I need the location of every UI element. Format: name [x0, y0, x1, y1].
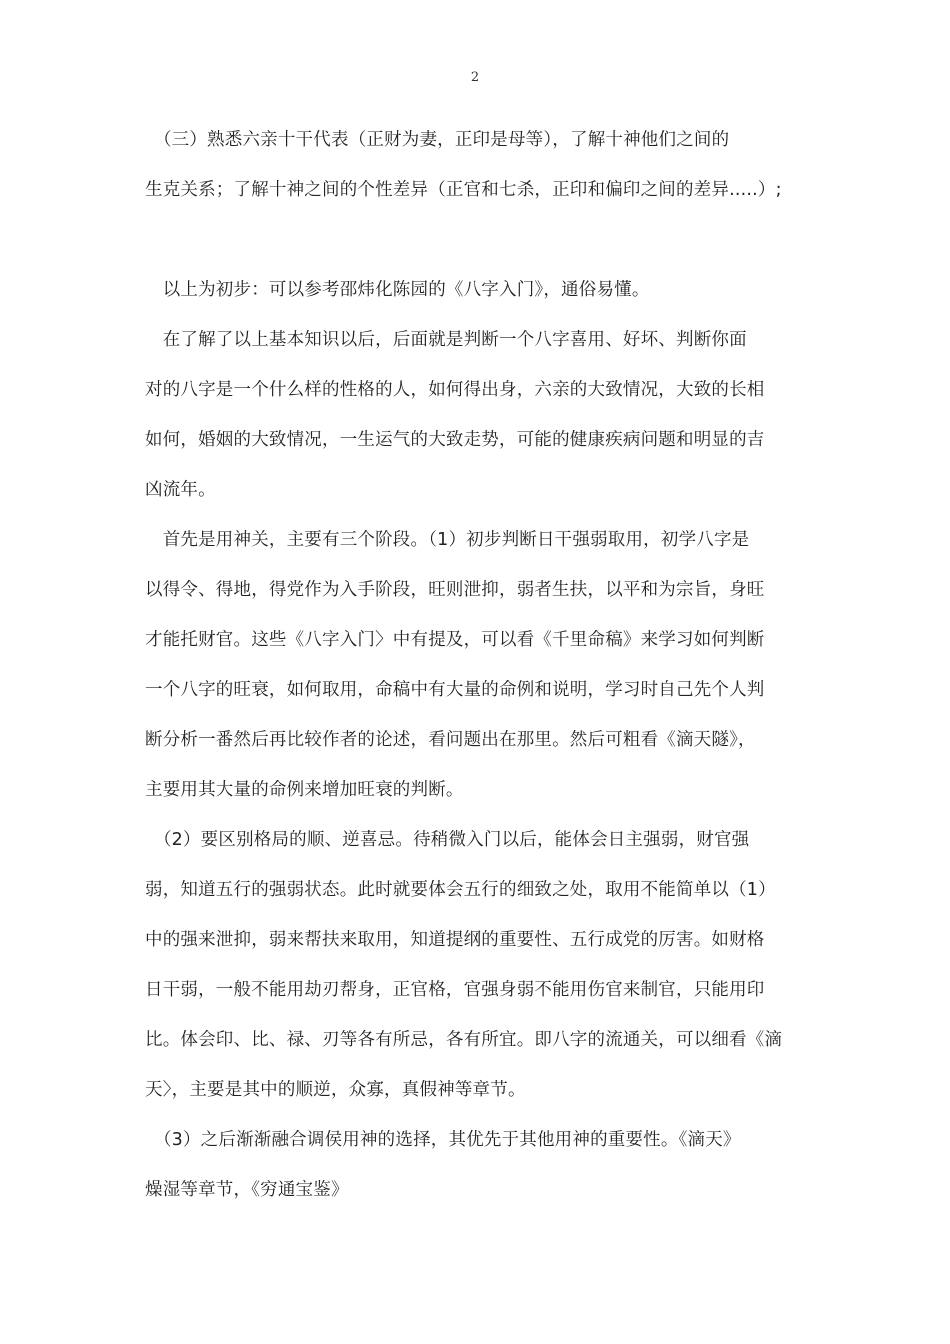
text-line: 弱，知道五行的强弱状态。此时就要体会五行的细致之处，取用不能简单以（1）: [145, 880, 776, 900]
text-line: 如何，婚姻的大致情况，一生运气的大致走势，可能的健康疾病问题和明显的吉: [145, 430, 765, 450]
text-line: 一个八字的旺衰，如何取用，命稿中有大量的命例和说明，学习时自己先个人判: [145, 680, 765, 700]
text-line: 以得令、得地，得党作为入手阶段，旺则泄抑，弱者生扶，以平和为宗旨，身旺: [145, 580, 765, 600]
page-number: 2: [470, 70, 480, 85]
text-line: 生克关系；了解十神之间的个性差异（正官和七杀，正印和偏印之间的差异.....）;: [145, 180, 782, 200]
paragraph-after-basics: [145, 315, 805, 515]
text-line: 燥湿等章节，《穷通宝鉴》: [145, 1180, 349, 1200]
paragraph-useful-god-stage-2: [145, 815, 805, 1115]
paragraph-beginner-summary: [145, 265, 805, 315]
text-line: 以上为初步：可以参考邵炜化陈园的《八字入门》，通俗易懂。: [145, 280, 650, 300]
text-line: 比。体会印、比、禄、刃等各有所忌，各有所宜。即八字的流通关，可以细看《滴: [145, 1030, 783, 1050]
text-line: （三）熟悉六亲十干代表（正财为妻，正印是母等），了解十神他们之间的: [145, 130, 730, 150]
text-line: 主要用其大量的命例来增加旺衰的判断。: [145, 780, 464, 800]
paragraph-useful-god-stage-3: [145, 1115, 805, 1215]
text-line: 才能托财官。这些《八字入门〉中有提及，可以看《千里命稿》来学习如何判断: [145, 630, 765, 650]
text-line: 日干弱，一般不能用劫刃帮身，正官格，官强身弱不能用伤官来制官，只能用印: [145, 980, 765, 1000]
text-line: 首先是用神关，主要有三个阶段。（1）初步判断日干强弱取用，初学八字是: [145, 530, 750, 550]
text-line: 断分析一番然后再比较作者的论述，看问题出在那里。然后可粗看《滴天隧》，: [145, 730, 756, 750]
text-line: 对的八字是一个什么样的性格的人，如何得出身，六亲的大致情况，大致的长相: [145, 380, 765, 400]
text-line: 凶流年。: [145, 480, 216, 500]
paragraph-useful-god-stage-1: [145, 515, 805, 815]
text-line: 天〉，主要是其中的顺逆，众寡，真假神等章节。: [145, 1080, 526, 1100]
text-line: 在了解了以上基本知识以后，后面就是判断一个八字喜用、好坏、判断你面: [145, 330, 747, 350]
paragraph-six-relatives: [145, 115, 805, 215]
text-line: （3）之后渐渐融合调侯用神的选择，其优先于其他用神的重要性。《滴天》: [145, 1130, 741, 1150]
text-line: 中的强来泄抑，弱来帮扶来取用，知道提纲的重要性、五行成党的厉害。如财格: [145, 930, 765, 950]
text-line: （2）要区别格局的顺、逆喜忌。待稍微入门以后，能体会日主强弱，财官强: [145, 830, 750, 850]
